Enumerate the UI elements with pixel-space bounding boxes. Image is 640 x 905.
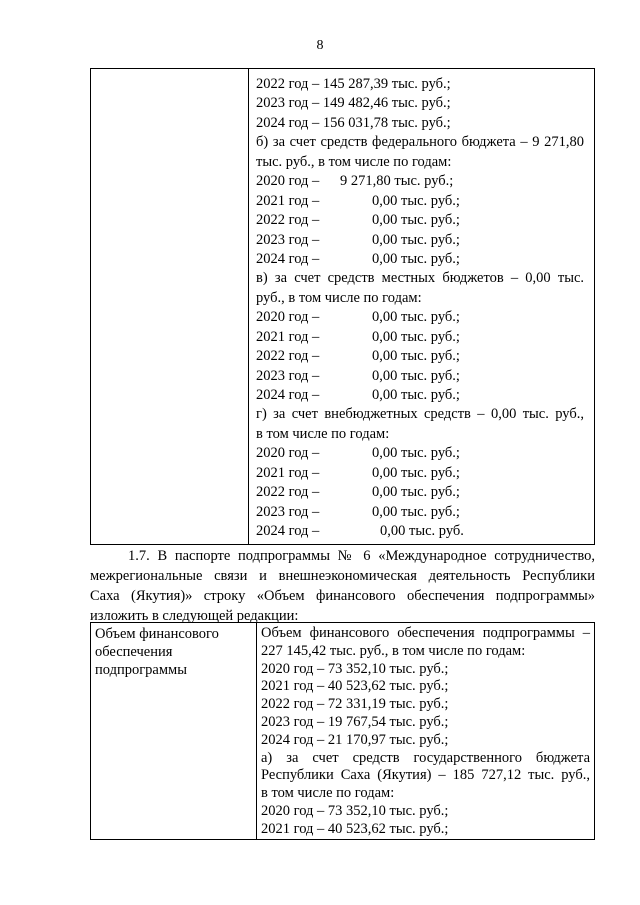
row-label-line: Объем финансового	[95, 626, 219, 642]
year-line: 2024 год – 0,00 тыс. руб.;	[256, 250, 460, 267]
year-line: 2022 год – 72 331,19 тыс. руб.;	[261, 696, 449, 713]
state-budget-heading: а) за счет средств государственного бюджета	[261, 749, 590, 766]
year-line: 2023 год – 19 767,54 тыс. руб.;	[261, 713, 449, 730]
year-line: 2023 год – 0,00 тыс. руб.;	[256, 231, 460, 248]
year-line: 2021 год – 40 523,62 тыс. руб.;	[261, 678, 449, 695]
extra-budget-heading: г) за счет внебюджетных средств – 0,00 тыс. руб.,	[256, 406, 584, 423]
extra-budget-heading-cont: в том числе по годам:	[256, 425, 390, 442]
year-line: 2021 год – 0,00 тыс. руб.;	[256, 192, 460, 209]
year-line: 2024 год – 0,00 тыс. руб.;	[256, 387, 460, 404]
page-number: 8	[316, 38, 324, 53]
year-line: 2020 год – 0,00 тыс. руб.;	[256, 309, 460, 326]
year-line: 2024 год – 0,00 тыс. руб.	[256, 523, 464, 540]
table-left-cell	[91, 69, 249, 545]
total-line: Объем финансового обеспечения подпрограммы –	[261, 625, 590, 641]
paragraph-line: 1.7. В паспорте подпрограммы № 6 «Международное сотрудничество,	[128, 548, 595, 564]
row-label-line: обеспечения	[95, 644, 173, 660]
year-line: 2020 год – 73 352,10 тыс. руб.;	[261, 802, 449, 819]
year-line: 2020 год – 0,00 тыс. руб.;	[256, 445, 460, 462]
year-line: 2020 год – 73 352,10 тыс. руб.;	[261, 660, 449, 677]
paragraph-line: Саха (Якутия)» строку «Объем финансового обеспечения подпрограммы»	[90, 588, 595, 604]
year-line: 2021 год – 0,00 тыс. руб.;	[256, 328, 460, 345]
row-label-cell	[91, 623, 257, 840]
year-line: 2021 год – 40 523,62 тыс. руб.;	[261, 820, 449, 837]
state-budget-heading-cont: Республики Саха (Якутия) – 185 727,12 тыс. руб.,	[261, 767, 590, 784]
year-line: 2022 год – 0,00 тыс. руб.;	[256, 348, 460, 365]
year-line: 2023 год – 0,00 тыс. руб.;	[256, 367, 460, 384]
year-line: 2022 год – 145 287,39 тыс. руб.;	[256, 76, 451, 92]
year-line: 2023 год – 149 482,46 тыс. руб.;	[256, 95, 451, 112]
total-line-cont: 227 145,42 тыс. руб., в том числе по годам:	[261, 642, 526, 659]
row-label-line: подпрограммы	[95, 662, 187, 678]
row-value-cell	[257, 623, 595, 840]
funding-table-continued	[90, 68, 595, 545]
federal-heading: б) за счет средств федерального бюджета – 9 271,80	[256, 134, 584, 151]
year-line: 2022 год – 0,00 тыс. руб.;	[256, 212, 460, 229]
year-line: 2022 год – 0,00 тыс. руб.;	[256, 484, 460, 501]
year-line: 2024 год – 21 170,97 тыс. руб.;	[261, 731, 449, 748]
year-line: 2023 год – 0,00 тыс. руб.;	[256, 503, 460, 520]
year-line: 2024 год – 156 031,78 тыс. руб.;	[256, 114, 451, 131]
state-budget-heading-cont: в том числе по годам:	[261, 785, 395, 802]
table-right-cell	[249, 69, 595, 545]
amendment-paragraph	[90, 546, 595, 626]
local-heading-cont: руб., в том числе по годам:	[256, 289, 422, 306]
local-heading: в) за счет средств местных бюджетов – 0,00 тыс.	[256, 270, 584, 287]
paragraph-line: изложить в следующей редакции:	[90, 608, 299, 624]
year-line: 2020 год – 9 271,80 тыс. руб.;	[256, 173, 454, 190]
year-line: 2021 год – 0,00 тыс. руб.;	[256, 464, 460, 481]
paragraph-line: межрегиональные связи и внешнеэкономическая деятельность Республики	[90, 568, 595, 584]
funding-table-new	[90, 622, 595, 840]
federal-heading-cont: тыс. руб., в том числе по годам:	[256, 153, 452, 170]
